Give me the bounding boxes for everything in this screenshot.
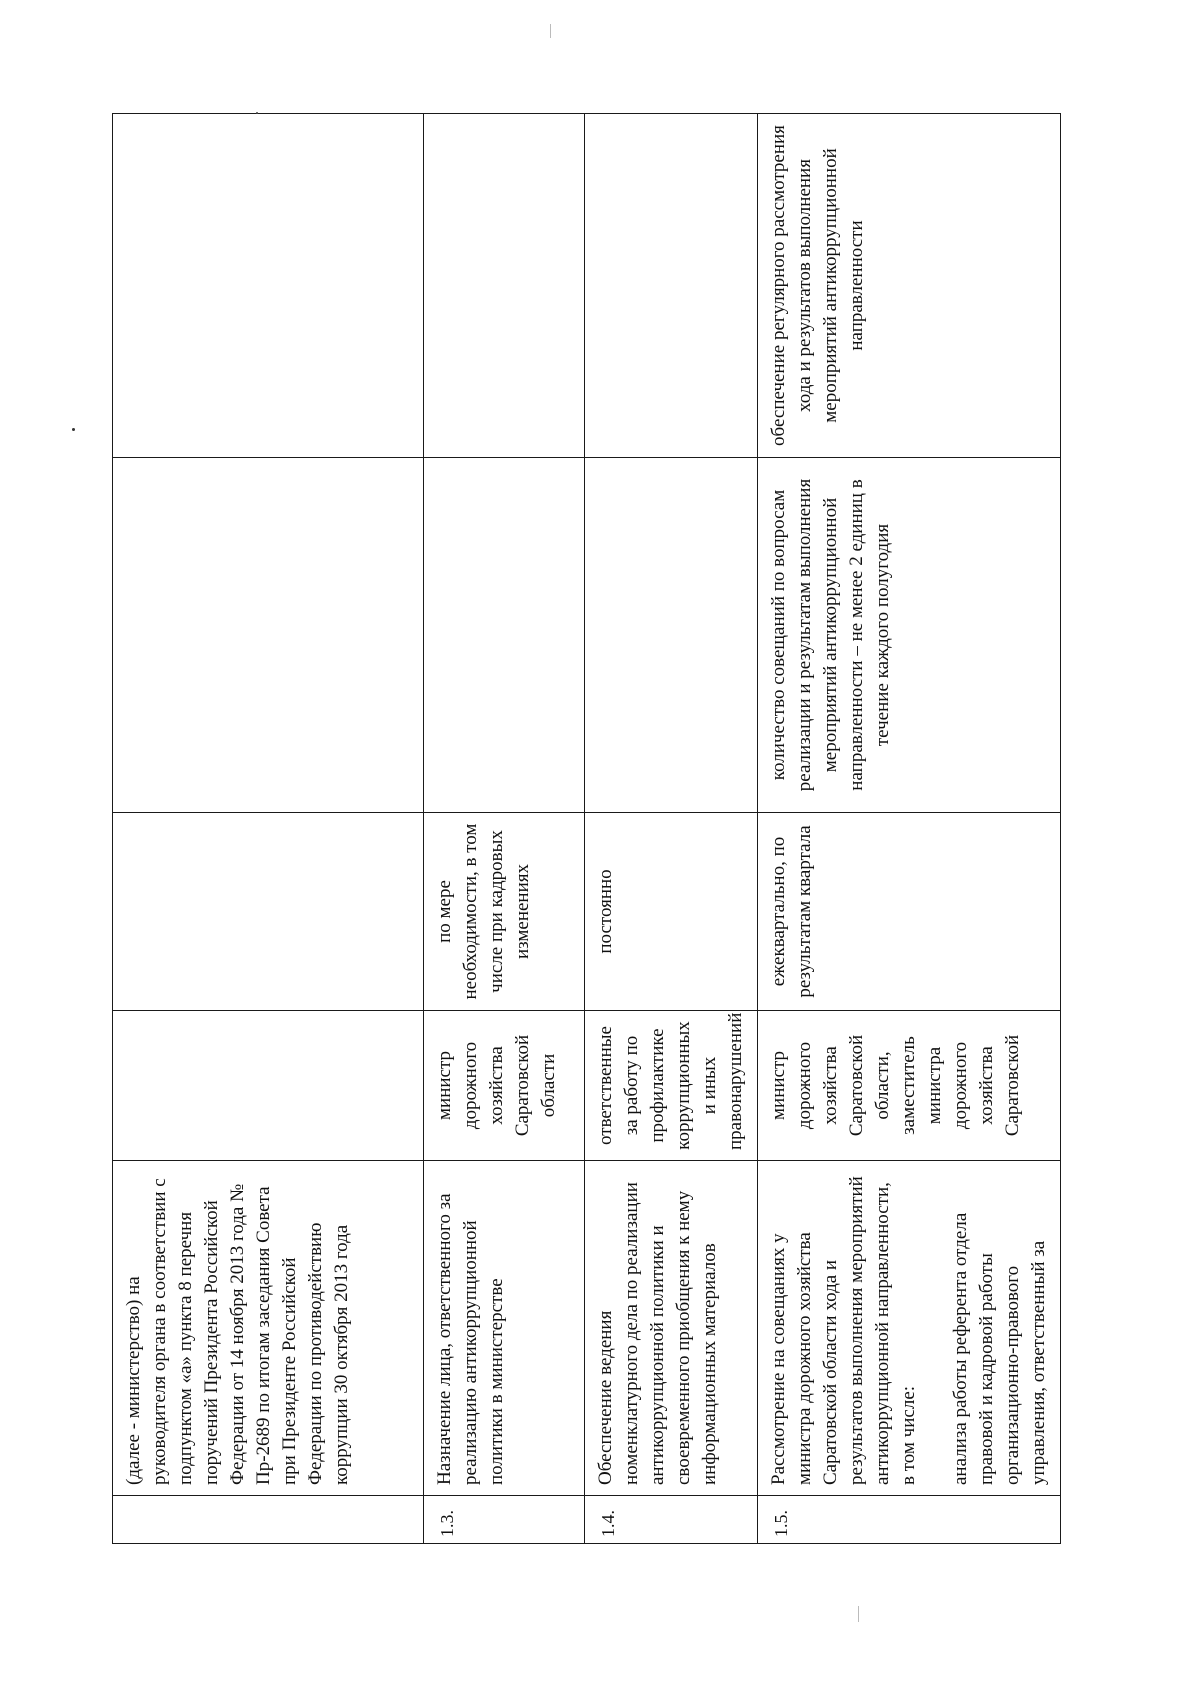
deadline-cell: по мере необходимости, в том числе при кадровых изменениях [424, 813, 585, 1011]
rotated-table-wrapper [112, 114, 1049, 1544]
event-cell: (далее - министерство) на руководителя органа в соответствии с подпунктом «а» пункта 8 перечня поручений Президента Российской Федерации от 14 ноября 2013 года № Пр-2689 по итогам заседания Совета при Президенте Российской Федерации по противодействию коррупции 30 октября 2013 года [113, 1161, 424, 1496]
indicator-cell [585, 458, 758, 813]
scan-mark [550, 24, 551, 38]
table-row [424, 114, 585, 1544]
scan-speck [256, 112, 258, 114]
responsible-cell: министр дорожного хозяйства Саратовской области [424, 1011, 585, 1161]
result-cell [424, 114, 585, 458]
deadline-cell: постоянно [585, 813, 758, 1011]
table-row [585, 114, 758, 1544]
row-number: 1.3. [424, 1496, 585, 1544]
deadline-cell: ежеквартально, по результатам квартала [758, 813, 1061, 1011]
responsible-cell [113, 1011, 424, 1161]
indicator-cell [424, 458, 585, 813]
responsible-cell: ответственные за работу по профилактике коррупционных и иных правонарушений [585, 1011, 758, 1161]
event-cell: Назначение лица, ответственного за реализацию антикоррупционной политики в министерстве [424, 1161, 585, 1496]
indicator-cell [113, 458, 424, 813]
row-number: 1.5. [758, 1496, 1061, 1544]
indicator-cell: количество совещаний по вопросам реализации и результатам выполнения мероприятий антикоррупционной направленности – не менее 2 единиц в течение каждого полугодия [758, 458, 1061, 813]
event-cell: Обеспечение ведения номенклатурного дела по реализации антикоррупционной политики и своевременного приобщения к нему информационных материалов [585, 1161, 758, 1496]
event-cell [758, 1161, 1061, 1496]
event-extra-text: анализа работы референта отдела правовой и кадровой работы организационно-правового управления, ответственный за [950, 1212, 1049, 1485]
deadline-cell [113, 813, 424, 1011]
anticorruption-plan-table [112, 113, 1061, 1544]
table-row [758, 114, 1061, 1544]
result-cell: обеспечение регулярного рассмотрения хода и результатов выполнения мероприятий антикоррупционной направленности [758, 114, 1061, 458]
event-text: Рассмотрение на совещаниях у министра дорожного хозяйства Саратовской области хода и результатов выполнения мероприятий антикоррупционной направленности, в том числе: [768, 1176, 919, 1485]
scan-speck [72, 428, 75, 431]
responsible-cell: министр дорожного хозяйства Саратовской области, заместитель министра дорожного хозяйства Саратовской [758, 1011, 1061, 1161]
result-cell [113, 114, 424, 458]
row-number [113, 1496, 424, 1544]
scan-mark [858, 1606, 859, 1622]
table-row [113, 114, 424, 1544]
row-number: 1.4. [585, 1496, 758, 1544]
result-cell [585, 114, 758, 458]
